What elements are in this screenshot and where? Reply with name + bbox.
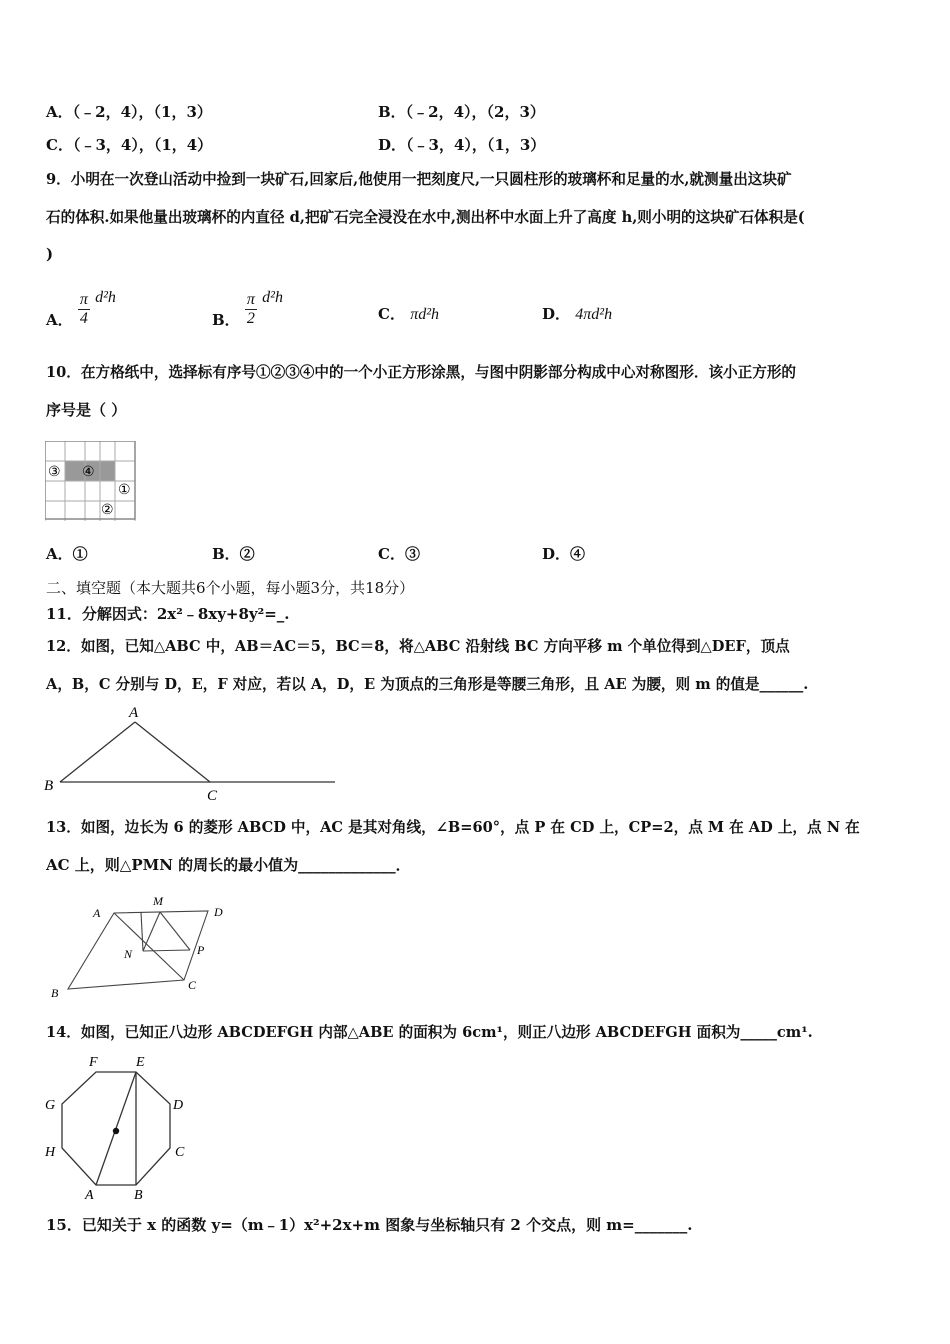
q9-option-b-denominator: 2 <box>246 309 255 327</box>
q10-text-line2: 序号是（ ） <box>46 401 127 419</box>
q14-octagon-figure <box>40 1050 200 1202</box>
section-heading: 二、填空题（本大题共6个小题，每小题3分，共18分） <box>46 579 415 597</box>
q13-label-b: B <box>51 986 59 1000</box>
q12-label-b: B <box>44 778 54 794</box>
q14-center-dot <box>113 1128 119 1134</box>
q15-text: 15．已知关于 x 的函数 y=（m﹣1）x²+2x+m 图象与坐标轴只有 2 个交点，则 m=_______. <box>46 1216 693 1234</box>
q12-label-c: C <box>207 788 218 804</box>
q13-label-n: N <box>124 947 133 961</box>
q11-text: 11．分解因式：2x²﹣8xy+8y²=_. <box>46 605 290 623</box>
q13-rhombus-figure <box>45 890 245 1002</box>
q10-label-2: ② <box>101 503 114 518</box>
q9-text-line1: 9．小明在一次登山活动中捡到一块矿石,回家后,他使用一把刻度尺,一只圆柱形的玻璃杯和足量的水,就测量出这块矿 <box>46 171 792 188</box>
q14-label-d: D <box>173 1098 184 1113</box>
q14-label-c: C <box>175 1145 185 1160</box>
q9-option-a-label: A． <box>46 311 73 329</box>
q10-text-line1: 10．在方格纸中，选择标有序号①②③④中的一个小正方形涂黑，与图中阴影部分构成中心对称图形．该小正方形的 <box>46 364 797 381</box>
q9-option-a-fraction <box>78 291 90 328</box>
q9-option-b-label: B． <box>212 311 240 329</box>
q9-option-c <box>378 304 439 325</box>
q9-option-b <box>212 288 283 330</box>
q12-label-a: A <box>129 705 139 721</box>
q12-text-line1: 12．如图，已知△ABC 中，AB＝AC＝5，BC＝8，将△ABC 沿射线 BC 方向平移 m 个单位得到△DEF，顶点 <box>46 638 790 655</box>
q13-label-p: P <box>197 943 205 957</box>
q10-label-4: ④ <box>82 465 95 480</box>
q12-text-line2: A，B，C 分别与 D，E，F 对应，若以 A，D，E 为顶点的三角形是等腰三角形，且 AE 为腰，则 m 的值是______. <box>46 676 809 693</box>
q13-label-a: A <box>93 906 101 920</box>
q13-label-d: D <box>214 905 223 919</box>
q14-text: 14．如图，已知正八边形 ABCDEFGH 内部△ABE 的面积为 6cm¹，则正八边形 ABCDEFGH 面积为_____cm¹. <box>46 1024 813 1041</box>
q13-label-c: C <box>188 978 197 992</box>
q14-label-e: E <box>136 1055 145 1070</box>
q13-text-line1: 13．如图，边长为 6 的菱形 ABCD 中，AC 是其对角线，∠B=60°，点 P 在 CD 上，CP=2，点 M 在 AD 上，点 N 在 <box>46 819 860 836</box>
q12-side-ac <box>135 722 210 782</box>
q10-option-c: C．③ <box>378 545 420 563</box>
q9-text-line3: ) <box>46 245 54 263</box>
q8-option-a: A．（﹣2，4），（1，3） <box>46 103 212 121</box>
q9-option-b-fraction <box>245 291 257 328</box>
q8-option-c: C．（﹣3，4），（1，4） <box>46 136 213 154</box>
q9-option-a-numerator: π <box>79 290 88 308</box>
q9-option-b-expr: d²h <box>262 289 283 306</box>
q10-option-b: B．② <box>212 545 255 563</box>
q13-text-line2: AC 上，则△PMN 的周长的最小值为_____________． <box>46 856 411 874</box>
q14-label-f: F <box>89 1055 98 1070</box>
q9-option-d-label: D． <box>542 305 571 323</box>
q12-triangle-figure <box>40 700 340 805</box>
q10-option-a: A．① <box>46 545 88 563</box>
q13-label-m: M <box>153 894 163 908</box>
q9-option-a-denominator: 4 <box>79 309 88 327</box>
q14-label-a: A <box>85 1188 94 1202</box>
q8-option-b: B．（﹣2，4），（2，3） <box>378 103 545 121</box>
q8-option-d: D．（﹣3，4），（1，3） <box>378 136 546 154</box>
q14-label-h: H <box>45 1145 56 1160</box>
q9-text-line2: 石的体积.如果他量出玻璃杯的内直径 d,把矿石完全浸没在水中,测出杯中水面上升了高度 h,则小明的这块矿石体积是( <box>46 209 805 226</box>
q14-label-g: G <box>45 1098 56 1113</box>
q10-label-3: ③ <box>48 465 61 480</box>
q14-label-b: B <box>134 1188 143 1202</box>
q9-option-d <box>542 304 612 325</box>
q9-option-b-numerator: π <box>246 290 255 308</box>
q12-side-ab <box>60 722 135 782</box>
q9-option-d-expr: 4πd²h <box>575 306 613 323</box>
q9-option-a-expr: d²h <box>95 289 116 306</box>
q10-grid-figure <box>45 441 137 521</box>
q10-option-d: D．④ <box>542 545 586 563</box>
q9-option-c-label: C． <box>378 305 405 323</box>
q10-label-1: ① <box>118 483 131 498</box>
q9-option-c-expr: πd²h <box>410 306 439 323</box>
q9-option-a <box>46 288 116 330</box>
